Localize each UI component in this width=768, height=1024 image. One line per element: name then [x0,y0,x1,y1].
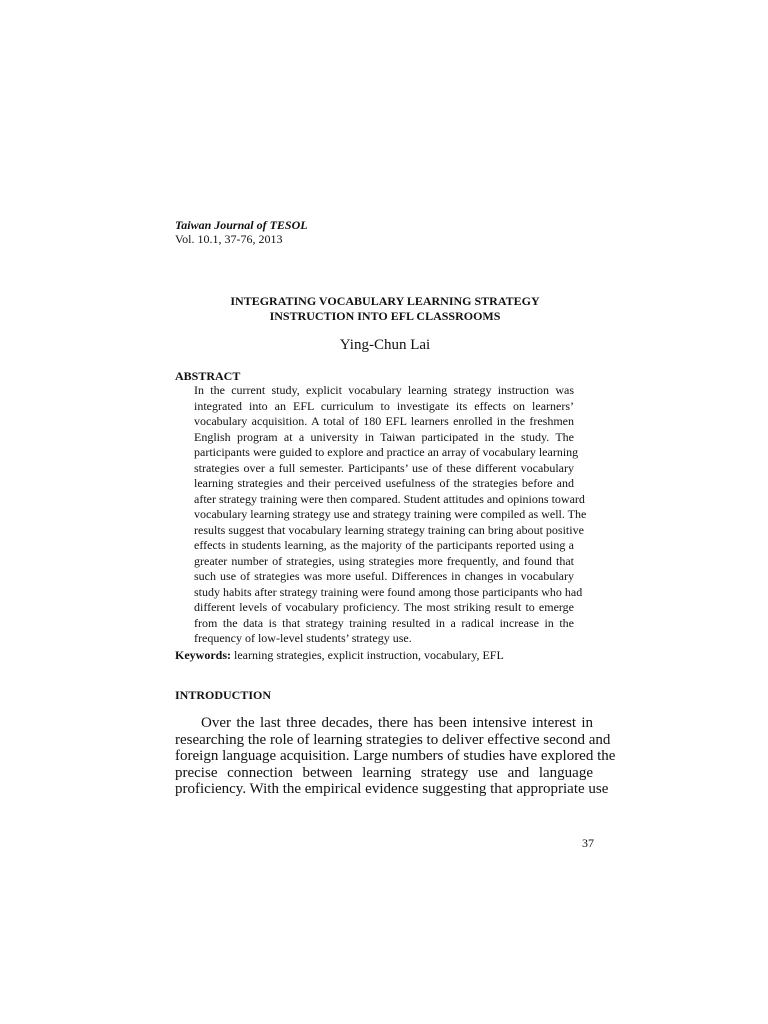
journal-name: Taiwan Journal of TESOL [175,218,308,232]
abstract-line: greater number of strategies, using strategies more frequently, and found that [194,553,574,568]
paper-title [175,294,595,324]
abstract-heading: ABSTRACT [175,369,241,383]
abstract-body [194,383,587,647]
introduction-line: Over the last three decades, there has been intensive interest in [201,715,593,731]
introduction-body [175,715,616,798]
journal-volume: Vol. 10.1, 37-76, 2013 [175,232,283,246]
abstract-line: vocabulary learning strategy use and strategy training were compiled as well. The [194,507,587,521]
abstract-line: study habits after strategy training were found among those participants who had [194,584,583,599]
paper-title-line: INSTRUCTION INTO EFL CLASSROOMS [269,309,501,323]
introduction-line: precise connection between learning strategy use and language [175,764,593,781]
abstract-line: from the data is that strategy training resulted in a radical increase in the [194,615,574,630]
abstract-line: frequency of low-level students’ strategy use. [194,631,412,645]
paper-title-line: INTEGRATING VOCABULARY LEARNING STRATEGY [230,294,540,308]
introduction-line: foreign language acquisition. Large numbers of studies have explored the [175,748,616,764]
introduction-line: proficiency. With the empirical evidence suggesting that appropriate use [175,781,609,797]
abstract-line: integrated into an EFL curriculum to investigate its effects on learners’ [194,398,574,413]
abstract-line: such use of strategies was more useful. Differences in changes in vocabulary [194,569,574,583]
journal-info [175,218,595,246]
keywords [175,648,595,662]
abstract-line: English program at a university in Taiwan participated in the study. The [194,429,574,444]
keywords-label: Keywords: [175,648,231,662]
abstract-line: results suggest that vocabulary learning strategy training can bring about positive [194,522,584,537]
abstract-line: after strategy training were then compared. Student attitudes and opinions toward [194,491,585,506]
author-name: Ying-Chun Lai [339,337,431,353]
abstract-line: effects in students learning, as the majority of the participants reported using a [194,538,574,552]
introduction-line: researching the role of learning strategies to deliver effective second and [175,731,611,748]
abstract-line: strategies over a full semester. Participants’ use of these different vocabulary [194,460,574,475]
abstract-line: participants were guided to explore and practice an array of vocabulary learning [194,445,579,459]
page-number: 37 [582,836,594,850]
keywords-text: learning strategies, explicit instruction, vocabulary, EFL [234,648,504,662]
introduction-heading: INTRODUCTION [175,688,272,702]
abstract-line: In the current study, explicit vocabulary learning strategy instruction was [194,383,574,397]
abstract-line: learning strategies and their perceived usefulness of the strategies before and [194,476,574,490]
abstract-line: different levels of vocabulary proficiency. The most striking result to emerge [194,600,574,614]
abstract-line: vocabulary acquisition. A total of 180 EFL learners enrolled in the freshmen [194,414,574,428]
